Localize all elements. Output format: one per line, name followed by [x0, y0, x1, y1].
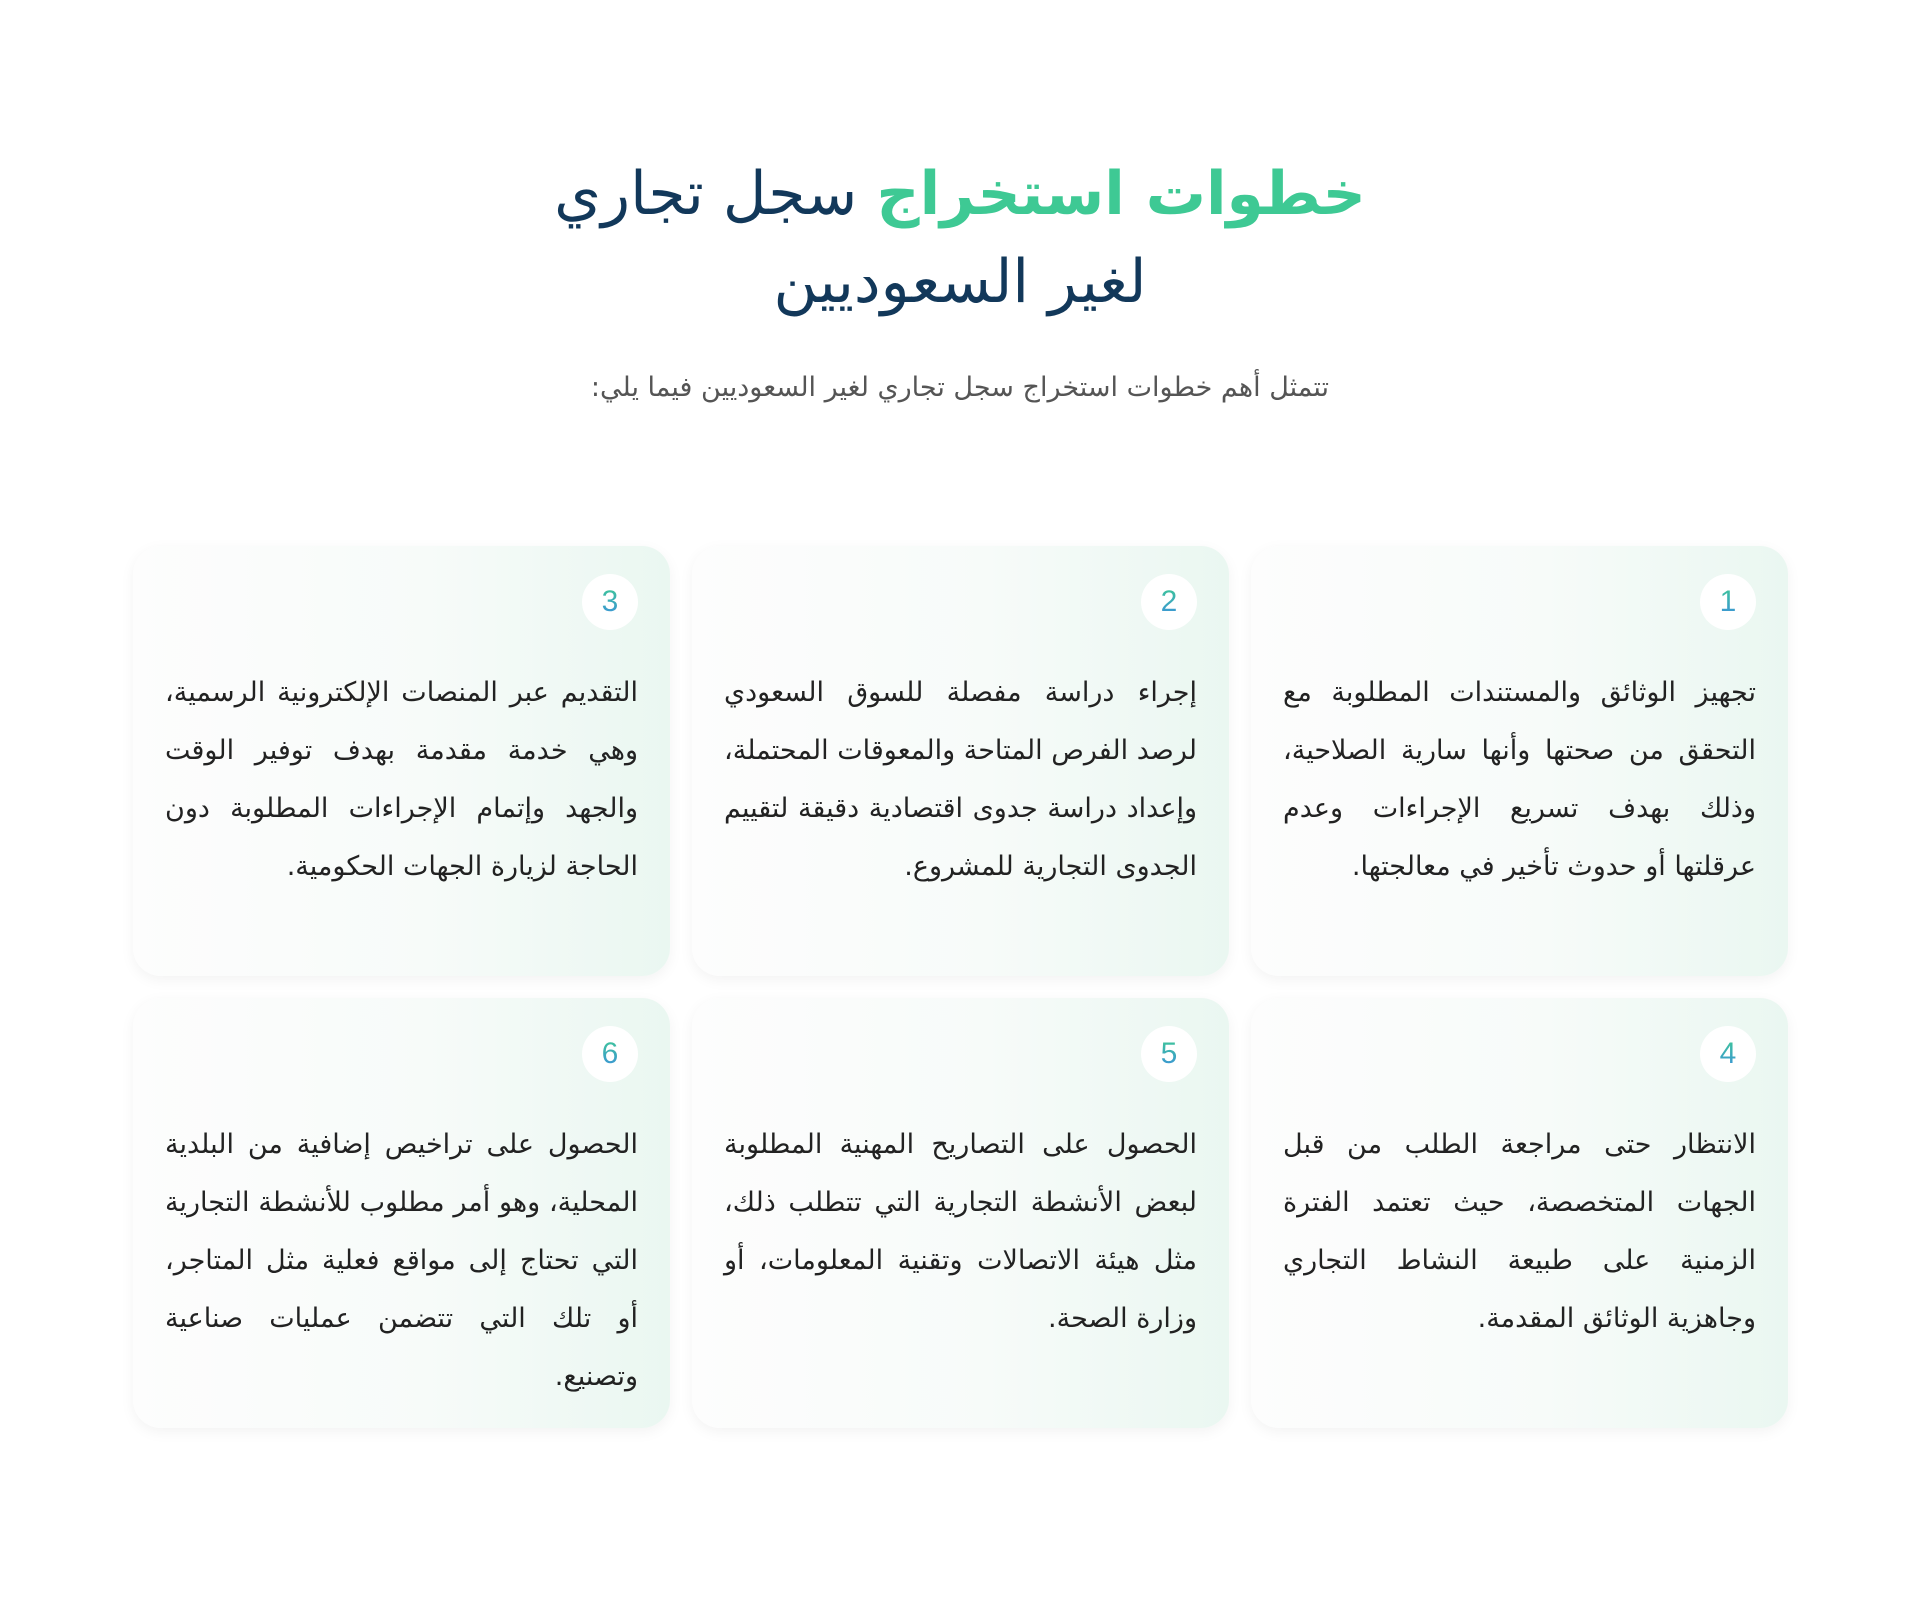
step-text: الانتظار حتى مراجعة الطلب من قبل الجهات المتخصصة، حيث تعتمد الفترة الزمنية على طبيعة النشاط التجاري وجاهزية الوثائق المقدمة.	[1283, 1129, 1756, 1334]
title-rest: سجل تجاري	[554, 159, 858, 229]
step-number-badge	[1700, 1026, 1756, 1082]
step-text: الحصول على التصاريح المهنية المطلوبة لبعض الأنشطة التجارية التي تتطلب ذلك، مثل هيئة الاتصالات وتقنية المعلومات، أو وزارة الصحة.	[724, 1129, 1197, 1334]
title-line2: لغير السعوديين	[773, 247, 1147, 317]
step-number-badge	[1141, 1026, 1197, 1082]
step-text: تجهيز الوثائق والمستندات المطلوبة مع التحقق من صحتها وأنها سارية الصلاحية، وذلك بهدف تسريع الإجراءات وعدم عرقلتها أو حدوث تأخير في معالجتها.	[1283, 677, 1756, 882]
step-number: 2	[1160, 585, 1178, 618]
page-subtitle: تتمثل أهم خطوات استخراج سجل تجاري لغير السعوديين فيما يلي:	[590, 372, 1330, 403]
step-number: 4	[1719, 1037, 1737, 1070]
step-number: 5	[1160, 1037, 1178, 1070]
step-card-3	[133, 546, 670, 976]
step-text: الحصول على تراخيص إضافية من البلدية المحلية، وهو أمر مطلوب للأنشطة التجارية التي تحتاج إلى مواقع فعلية مثل المتاجر، أو تلك التي تتضمن عمليات صناعية وتصنيع.	[165, 1129, 638, 1392]
step-card-4	[1251, 998, 1788, 1428]
steps-grid	[133, 546, 1788, 1428]
step-card-5	[692, 998, 1229, 1428]
step-card-6	[133, 998, 670, 1428]
step-number: 6	[601, 1037, 619, 1070]
title-accent: خطوات استخراج	[876, 159, 1366, 229]
step-number: 1	[1719, 585, 1737, 618]
step-number: 3	[601, 585, 619, 618]
step-card-1	[1251, 546, 1788, 976]
page-title	[0, 150, 1920, 326]
step-number-badge	[1700, 574, 1756, 630]
step-text: التقديم عبر المنصات الإلكترونية الرسمية، وهي خدمة مقدمة بهدف توفير الوقت والجهد وإتمام الإجراءات المطلوبة دون الحاجة لزيارة الجهات الحكومية.	[165, 677, 638, 882]
step-text: إجراء دراسة مفصلة للسوق السعودي لرصد الفرص المتاحة والمعوقات المحتملة، وإعداد دراسة جدوى اقتصادية دقيقة لتقييم الجدوى التجارية للمشروع.	[724, 677, 1197, 882]
step-card-2	[692, 546, 1229, 976]
step-number-badge	[582, 1026, 638, 1082]
step-number-badge	[582, 574, 638, 630]
step-number-badge	[1141, 574, 1197, 630]
